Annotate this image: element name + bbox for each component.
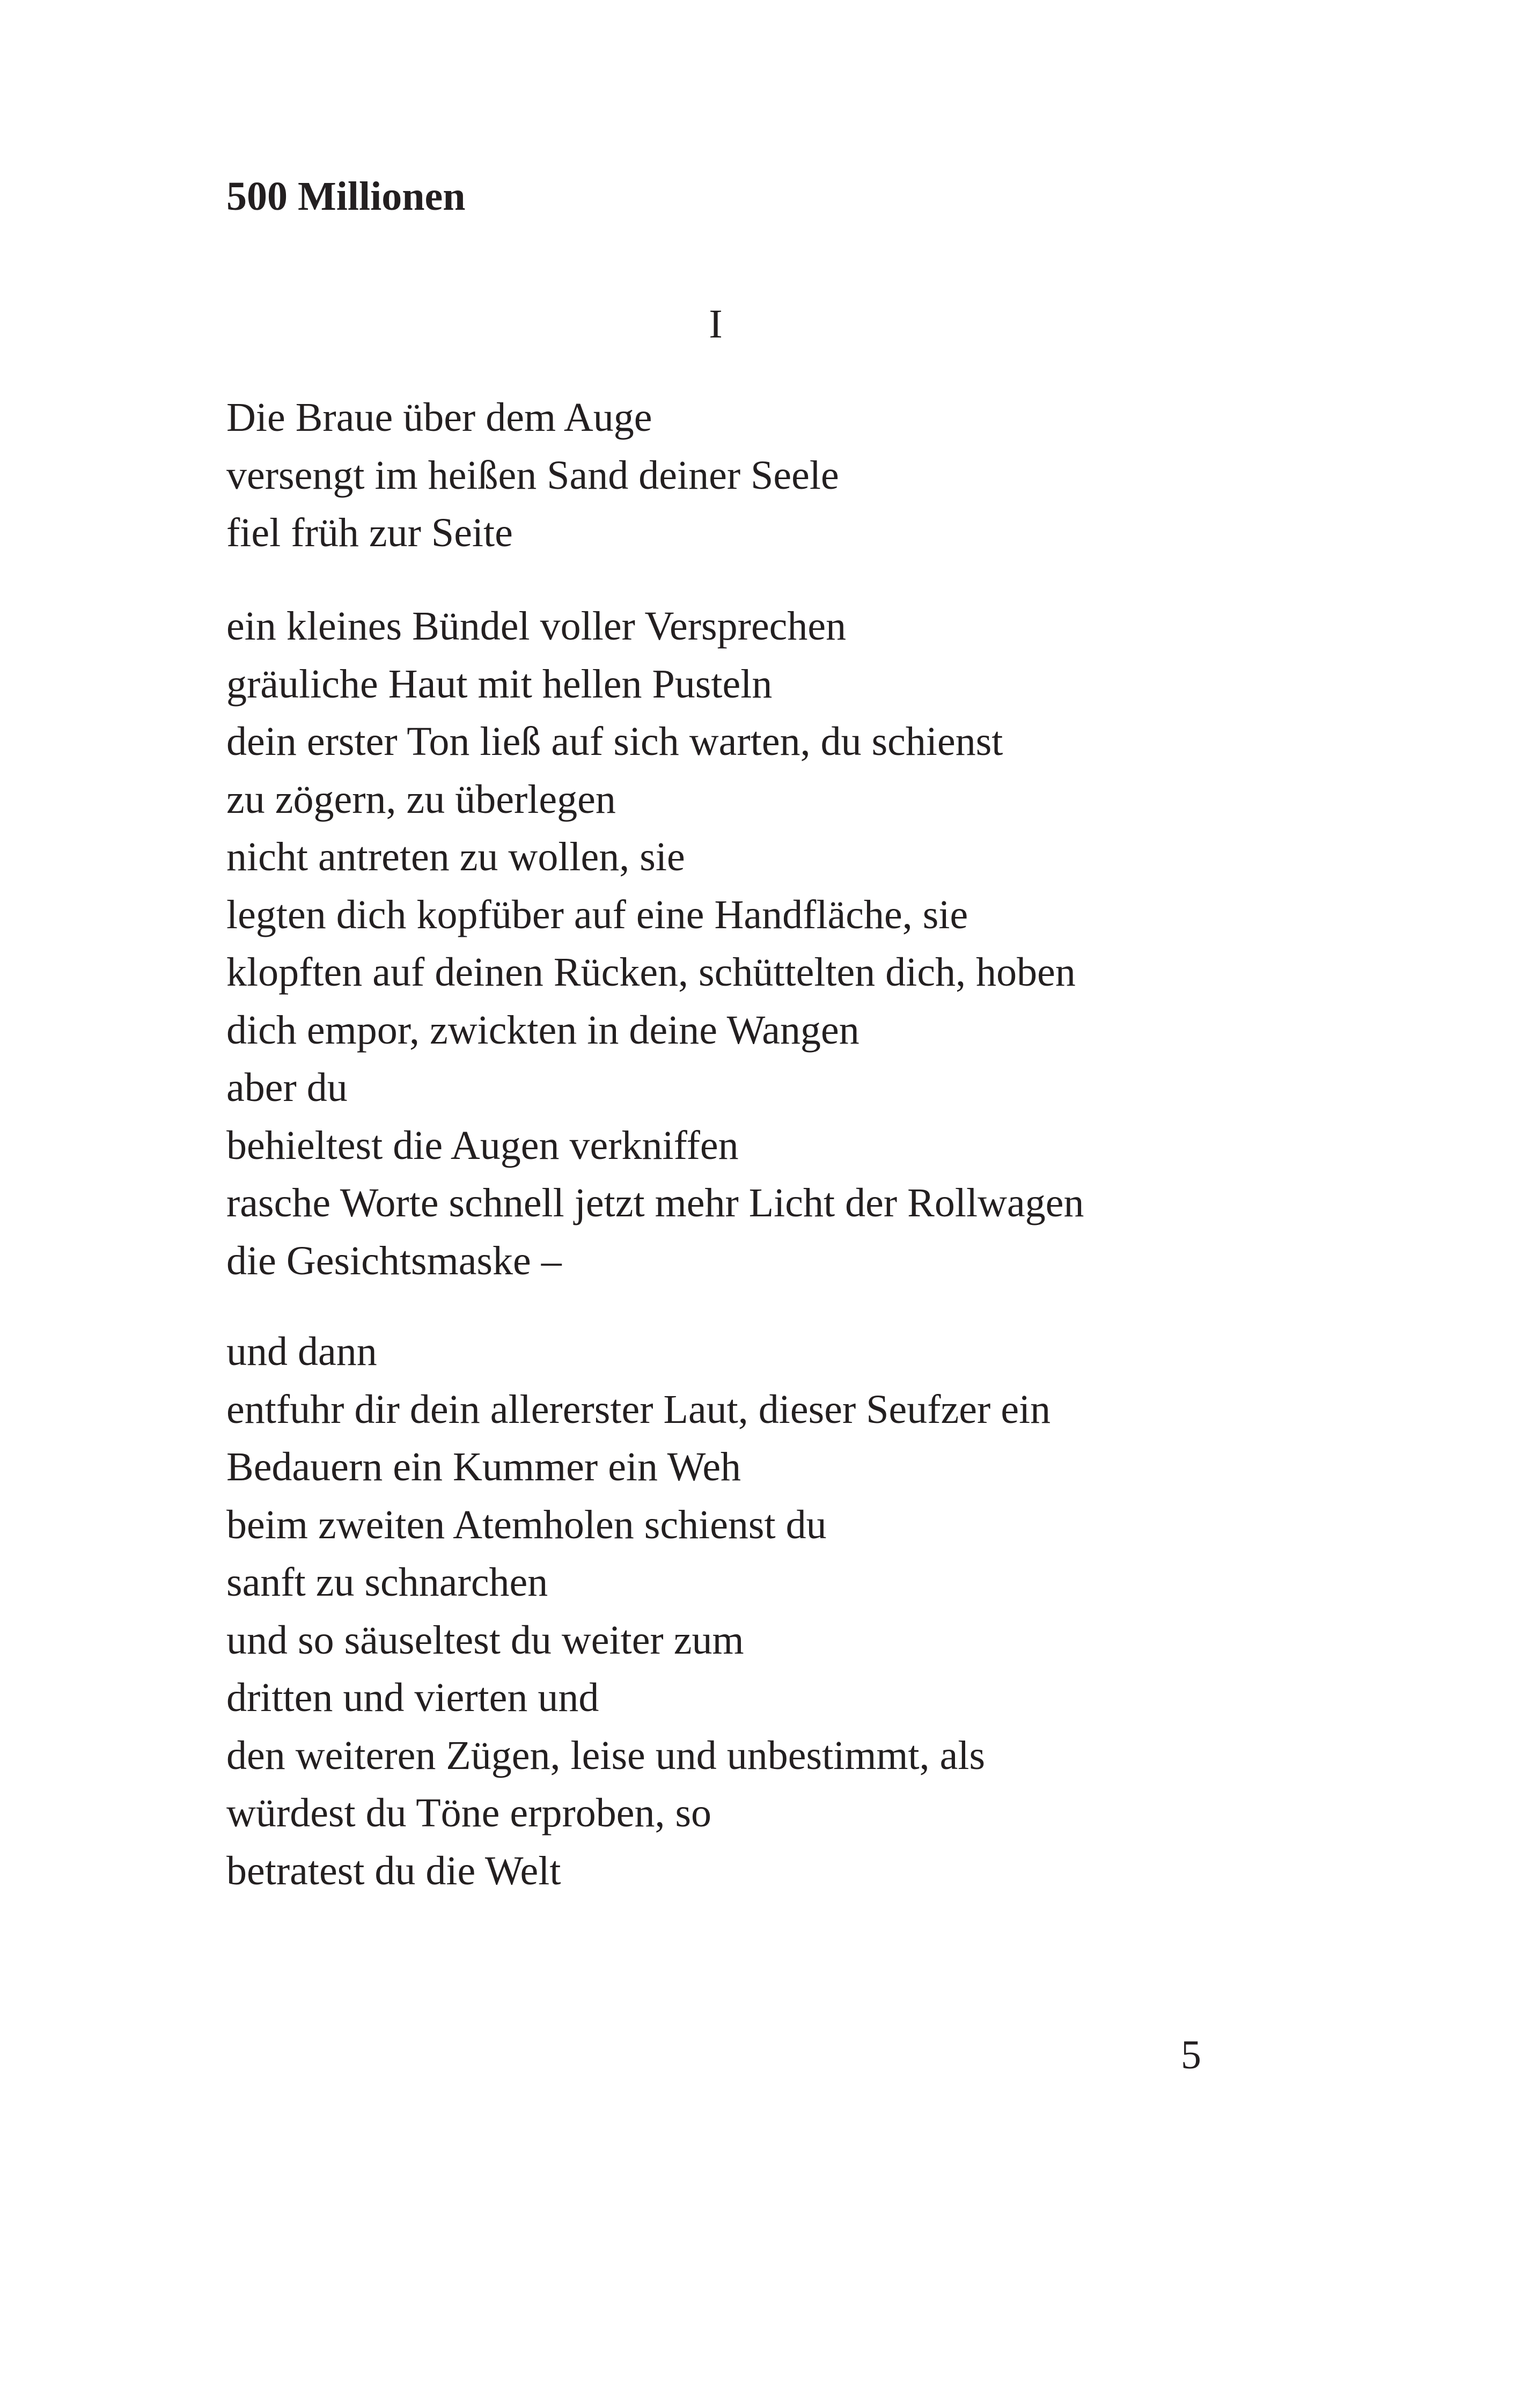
poem-line: betratest du die Welt [226,1848,561,1893]
poem-line: dein erster Ton ließ auf sich warten, du schienst [226,719,1003,764]
poem-line: und dann [226,1329,377,1374]
poem-line: gräuliche Haut mit hellen Pusteln [226,661,773,707]
poem-line: klopften auf deinen Rücken, schüttelten dich, hoben [226,950,1076,995]
poem-line: versengt im heißen Sand deiner Seele [226,452,839,498]
stanza-3 [226,1323,1050,1900]
poem-line: legten dich kopfüber auf eine Handfläche, sie [226,892,968,937]
poem-line: beim zweiten Atemholen schienst du [226,1502,827,1547]
poem-line: die Gesichtsmaske – [226,1238,562,1283]
poem-line: Bedauern ein Kummer ein Weh [226,1444,741,1489]
poem-line: zu zögern, zu überlegen [226,776,616,822]
poem-line: und so säuseltest du weiter zum [226,1617,744,1663]
poem-line: den weiteren Zügen, leise und unbestimmt, als [226,1732,986,1778]
section-number: I [709,302,723,347]
poem-line: nicht antreten zu wollen, sie [226,834,685,879]
poem-line: ein kleines Bündel voller Versprechen [226,604,847,649]
poem-line: entfuhr dir dein allererster Laut, dieser Seufzer ein [226,1386,1051,1432]
poem-line: rasche Worte schnell jetzt mehr Licht der Rollwagen [226,1180,1084,1225]
poem-line: behieltest die Augen verkniffen [226,1122,739,1168]
poem-line: Die Braue über dem Auge [226,395,652,440]
poem-title: 500 Millionen [226,174,466,219]
poem-line: dich empor, zwickten in deine Wangen [226,1007,859,1053]
poem-line: dritten und vierten und [226,1675,599,1720]
poem-line: sanft zu schnarchen [226,1560,548,1605]
poem-line: würdest du Töne erproben, so [226,1790,712,1836]
page-number: 5 [1181,2032,1201,2077]
poem-line: aber du [226,1065,348,1110]
stanza-2 [226,598,1084,1290]
poem-line: fiel früh zur Seite [226,510,513,555]
stanza-1 [226,389,839,562]
